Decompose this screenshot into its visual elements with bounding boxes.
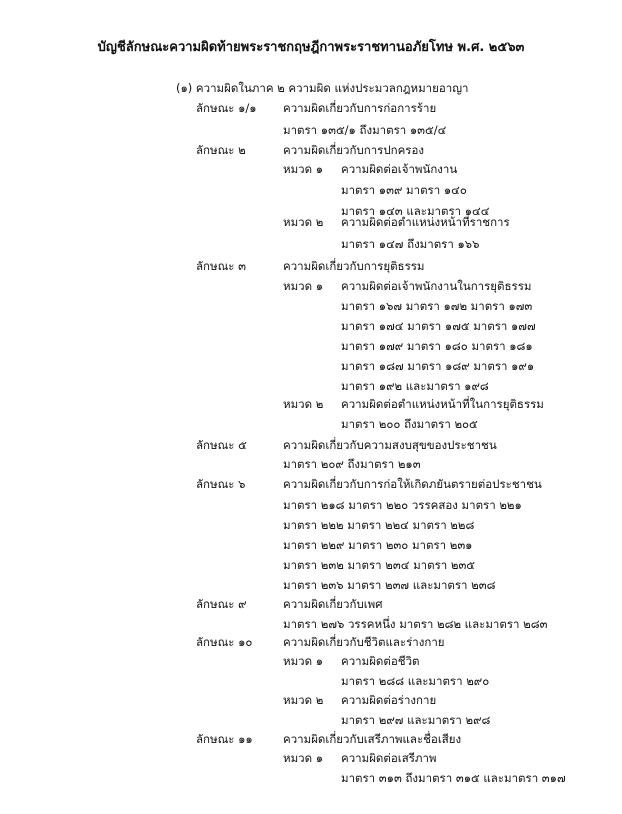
chapter-title: ความผิดต่อเสรีภาพ <box>341 751 437 765</box>
section-reference: มาตรา ๑๔๓ และมาตรา ๑๔๔ <box>341 204 490 218</box>
chapter-title: ความผิดต่อร่างกาย <box>341 693 437 707</box>
chapter-title: ความผิดต่อชีวิต <box>341 654 420 668</box>
section-reference: มาตรา ๒๑๘ มาตรา ๒๒๐ วรรคสอง มาตรา ๒๒๑ <box>283 498 522 512</box>
section-reference: มาตรา ๑๓๙ มาตรา ๑๔๐ <box>341 183 467 197</box>
page-title: บัญชีลักษณะความผิดท้ายพระราชกฤษฎีกาพระราชทานอภัยโทษ พ.ศ. ๒๕๖๓ <box>97 40 525 55</box>
category-label: ลักษณะ ๑๐ <box>196 635 253 649</box>
category-label: ลักษณะ ๕ <box>196 438 247 452</box>
category-label: ลักษณะ ๑๑ <box>196 732 253 746</box>
section-reference: มาตรา ๒๘๘ และมาตรา ๒๙๐ <box>341 674 490 688</box>
section-reference: มาตรา ๑๓๕/๑ ถึงมาตรา ๑๓๕/๔ <box>283 123 447 137</box>
intro-line: (๑) ความผิดในภาค ๒ ความผิด แห่งประมวลกฎหมายอาญา <box>176 81 469 95</box>
category-topic: ความผิดเกี่ยวกับชีวิตและร่างกาย <box>283 635 445 649</box>
category-topic: ความผิดเกี่ยวกับการก่อให้เกิดภยันตรายต่อประชาชน <box>283 477 542 491</box>
section-reference: มาตรา ๑๖๗ มาตรา ๑๗๒ มาตรา ๑๗๓ <box>341 299 533 313</box>
chapter-label: หมวด ๒ <box>283 693 324 707</box>
category-topic: ความผิดเกี่ยวกับการยุติธรรม <box>283 259 425 273</box>
chapter-title: ความผิดต่อตำแหน่งหน้าที่ราชการ <box>341 215 510 229</box>
category-label: ลักษณะ ๖ <box>196 477 246 491</box>
section-reference: มาตรา ๒๐๙ ถึงมาตรา ๒๑๓ <box>283 457 421 471</box>
chapter-label: หมวด ๑ <box>283 751 324 765</box>
category-topic: ความผิดเกี่ยวกับเพศ <box>283 597 383 611</box>
chapter-label: หมวด ๑ <box>283 162 324 176</box>
section-reference: มาตรา ๑๘๗ มาตรา ๑๘๙ มาตรา ๑๙๑ <box>341 359 535 373</box>
section-reference: มาตรา ๒๒๒ มาตรา ๒๒๔ มาตรา ๒๒๘ <box>283 518 475 532</box>
section-reference: มาตรา ๑๙๒ และมาตรา ๑๙๘ <box>341 379 489 393</box>
chapter-title: ความผิดต่อเจ้าพนักงานในการยุติธรรม <box>341 279 532 293</box>
section-reference: มาตรา ๒๗๖ วรรคหนึ่ง มาตรา ๒๘๒ และมาตรา ๒๘๓ <box>283 617 548 631</box>
section-reference: มาตรา ๒๒๙ มาตรา ๒๓๐ มาตรา ๒๓๑ <box>283 538 473 552</box>
section-reference: มาตรา ๑๗๔ มาตรา ๑๗๕ มาตรา ๑๗๗ <box>341 319 536 333</box>
category-topic: ความผิดเกี่ยวกับการก่อการร้าย <box>283 101 437 115</box>
section-reference: มาตรา ๑๗๙ มาตรา ๑๘๐ มาตรา ๑๘๑ <box>341 339 533 353</box>
section-reference: มาตรา ๑๔๗ ถึงมาตรา ๑๖๖ <box>341 237 480 251</box>
category-topic: ความผิดเกี่ยวกับความสงบสุขของประชาชน <box>283 438 497 452</box>
category-label: ลักษณะ ๑/๑ <box>196 101 257 115</box>
category-label: ลักษณะ ๒ <box>196 143 246 157</box>
chapter-label: หมวด ๑ <box>283 279 324 293</box>
category-topic: ความผิดเกี่ยวกับการปกครอง <box>283 143 424 157</box>
category-label: ลักษณะ ๓ <box>196 259 246 273</box>
section-reference: มาตรา ๒๙๗ และมาตรา ๒๙๘ <box>341 713 491 727</box>
category-label: ลักษณะ ๙ <box>196 597 247 611</box>
section-reference: มาตรา ๒๓๖ มาตรา ๒๓๗ และมาตรา ๒๓๘ <box>283 578 496 592</box>
section-reference: มาตรา ๓๑๓ ถึงมาตรา ๓๑๕ และมาตรา ๓๑๗ <box>341 771 566 785</box>
category-topic: ความผิดเกี่ยวกับเสรีภาพและชื่อเสียง <box>283 732 462 746</box>
section-reference: มาตรา ๒๓๒ มาตรา ๒๓๔ มาตรา ๒๓๕ <box>283 558 476 572</box>
chapter-title: ความผิดต่อเจ้าพนักงาน <box>341 162 458 176</box>
chapter-label: หมวด ๒ <box>283 397 324 411</box>
chapter-label: หมวด ๒ <box>283 215 324 229</box>
section-reference: มาตรา ๒๐๐ ถึงมาตรา ๒๐๕ <box>341 417 478 431</box>
chapter-title: ความผิดต่อตำแหน่งหน้าที่ในการยุติธรรม <box>341 397 544 411</box>
chapter-label: หมวด ๑ <box>283 654 324 668</box>
